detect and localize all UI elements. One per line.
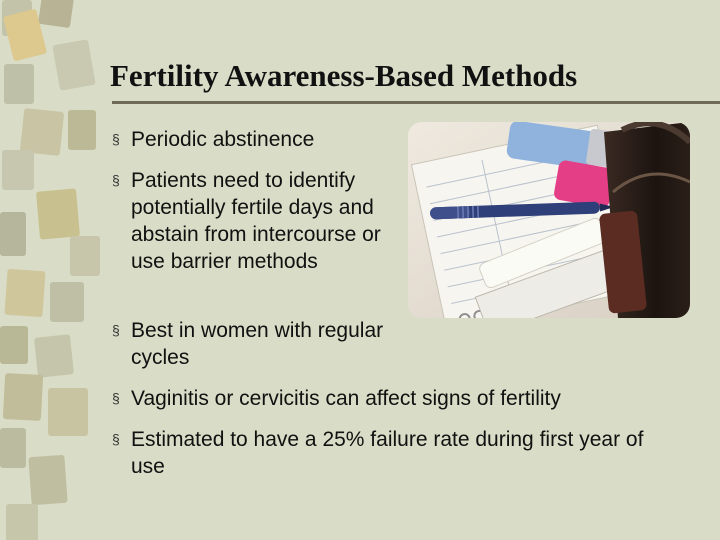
title-divider bbox=[112, 101, 720, 104]
bullet-item bbox=[112, 167, 402, 275]
bullet-marker: § bbox=[112, 390, 120, 406]
bullet-item bbox=[112, 426, 672, 480]
bullet-item bbox=[112, 126, 402, 153]
bullet-item bbox=[112, 317, 402, 371]
bullet-marker: § bbox=[112, 431, 120, 447]
decorative-tile-mosaic bbox=[0, 0, 110, 540]
bullet-marker: § bbox=[112, 322, 120, 338]
bullet-text: Estimated to have a 25% failure rate during first year of use bbox=[131, 428, 644, 478]
bullet-text: Best in women with regular cycles bbox=[131, 319, 384, 369]
bullet-marker: § bbox=[112, 131, 120, 147]
bullet-text: Patients need to identify potentially fertile days and abstain from intercourse or use barrier methods bbox=[131, 169, 381, 273]
bullet-marker: § bbox=[112, 172, 120, 188]
photo-planner-pen-purse bbox=[408, 122, 690, 318]
photo-illustration bbox=[408, 122, 690, 318]
bullet-text: Periodic abstinence bbox=[131, 128, 315, 151]
bullet-text: Vaginitis or cervicitis can affect signs of fertility bbox=[131, 387, 561, 410]
slide-title: Fertility Awareness-Based Methods bbox=[110, 58, 578, 93]
bullet-item bbox=[112, 385, 702, 412]
